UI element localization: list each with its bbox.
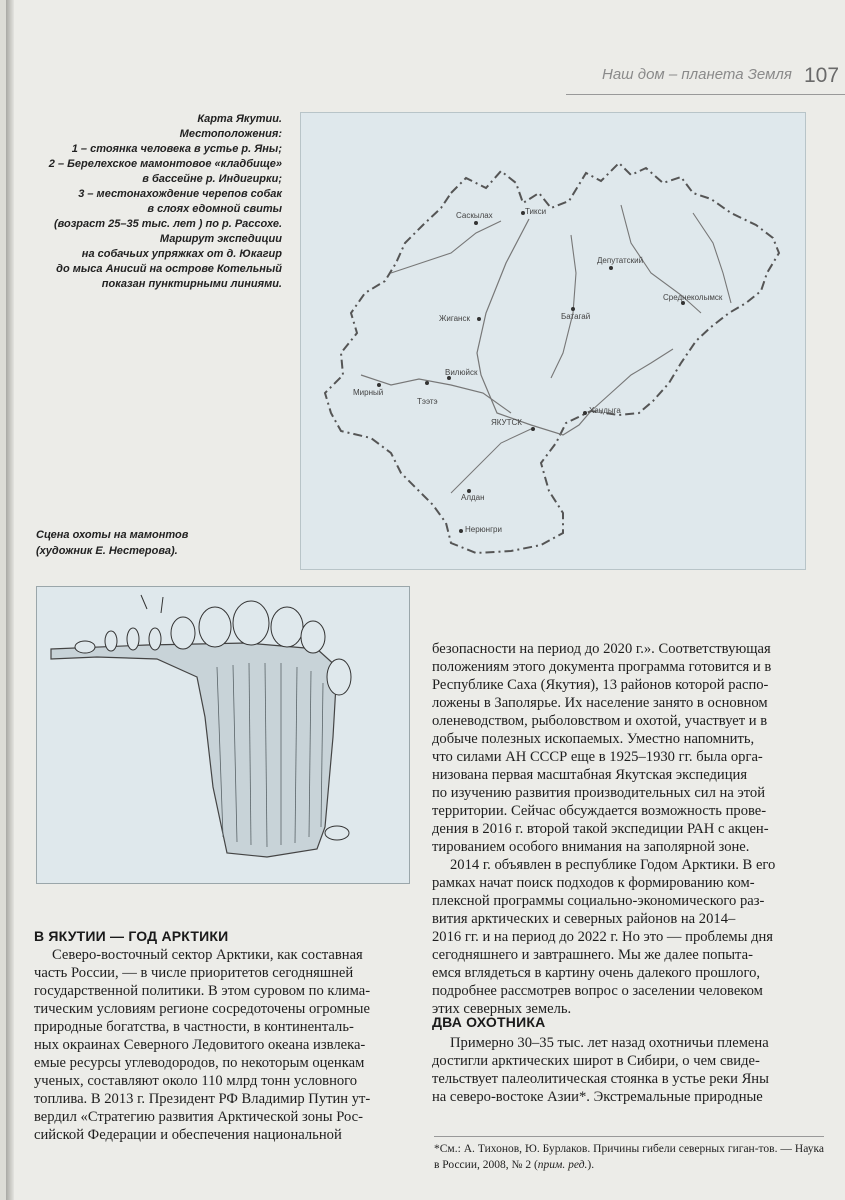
text-line: часть России, — в числе приоритетов сегодняшней xyxy=(34,965,354,981)
map-label: ЯКУТСК xyxy=(491,418,522,427)
text-line: низована первая масштабная Якутская экспедиция xyxy=(432,767,748,783)
map-caption-line: на собачьих упряжках от д. Юкагир xyxy=(81,248,282,260)
text-line: сегодняшнего и завтрашнего. Мы же далее попыта- xyxy=(432,947,753,963)
river-lena xyxy=(477,219,591,435)
text-line: положениям этого документа программа готовится и в xyxy=(432,659,772,675)
map-caption-line: Местоположения: xyxy=(179,128,282,140)
text-line: Примерно 30–35 тыс. лет назад охотничьи племена xyxy=(450,1035,769,1051)
map-caption-line: 3 – местонахождение черепов собак xyxy=(78,188,282,200)
map-label: Хандыга xyxy=(589,406,621,415)
map-caption-line: Маршрут экспедиции xyxy=(159,233,282,245)
text-line: тированием особого внимания на заполярной зоне. xyxy=(432,839,750,855)
map-label: Саскылах xyxy=(456,211,493,220)
text-line: по изучению развития производительных сил на этой xyxy=(432,785,766,801)
text-line: вердил «Стратегию развития Арктической зоны Рос- xyxy=(34,1109,364,1125)
text-line: ных окраинах Северного Ледовитого океана извлека- xyxy=(34,1037,366,1053)
header-title: Наш дом – планета Земля xyxy=(602,66,792,83)
text-line: что силами АН СССР еще в 1925–1930 гг. была орга- xyxy=(432,749,763,765)
map-caption-line: 1 – стоянка человека в устье р. Яны; xyxy=(71,143,282,155)
map-label: Депутатский xyxy=(597,256,644,265)
text-line: ученых, составляют около 110 млрд тонн условного xyxy=(34,1073,358,1089)
map-label: Тээтэ xyxy=(417,397,438,406)
republic-border xyxy=(325,163,779,553)
map-label: Тикси xyxy=(525,207,547,216)
book-page xyxy=(6,0,845,1200)
text-line: государственной политики. В этом суровом по клима- xyxy=(34,983,371,999)
footnote-tail: ). xyxy=(587,1159,595,1171)
text-line: 2014 г. объявлен в республике Годом Арктики. В его xyxy=(450,857,776,873)
text-line: тельствует палеолитическая стоянка в устье реки Яны xyxy=(432,1071,769,1087)
river-yana xyxy=(551,235,576,378)
text-line: дения в 2016 г. второй такой экспедиции РАН с акцен- xyxy=(432,821,769,837)
illustration-caption-title: Сцена охоты на мамонтов xyxy=(36,529,189,541)
text-line: безопасности на период до 2020 г.». Соответствующая xyxy=(432,641,771,657)
running-header xyxy=(566,64,845,95)
map-drawing xyxy=(301,113,805,569)
river-aldan xyxy=(591,349,673,411)
map-label: Нерюнгри xyxy=(465,525,502,534)
section-heading-two-hunters: ДВА ОХОТНИКА xyxy=(432,1014,546,1030)
text-line: рамках начат поиск подходов к формированию ком- xyxy=(432,875,755,891)
text-line: 2016 гг. и на период до 2022 г. Но это — проблемы дня xyxy=(432,929,774,945)
map-caption-line: в слоях едомной свиты xyxy=(147,203,282,215)
text-line: вития арктических и северных районов на 2014– xyxy=(432,911,736,927)
map-caption xyxy=(34,112,282,292)
map-label: Мирный xyxy=(353,388,384,397)
text-line: емся вглядеться в картину очень далекого прошлого, xyxy=(432,965,761,981)
map-caption-line: 2 – Берелехское мамонтовое «кладбище» xyxy=(48,158,282,170)
page-number: 107 xyxy=(804,64,840,87)
map-caption-line: Карта Якутии. xyxy=(197,113,282,125)
text-line: тическим условиям регионе сосредоточены огромные xyxy=(34,1001,370,1017)
text-line: ложены в Заполярье. Их население занято в основном xyxy=(432,695,768,711)
text-line: оленеводством, рыболовством и охотой, участвует и в xyxy=(432,713,768,729)
footnote-text: *См.: А. Тихонов, Ю. Бурлаков. Причины гибели северных гиган-тов. — Наука в России, 2008, № 2 ( xyxy=(434,1143,824,1171)
river-olenyok xyxy=(391,221,501,273)
text-line: природные богатства, в частности, в континенталь- xyxy=(34,1019,354,1035)
footnote-italic: прим. ред. xyxy=(537,1159,588,1171)
text-line: этих северных земель. xyxy=(432,1001,572,1017)
illustration-caption-credit: (художник Е. Нестерова). xyxy=(36,545,178,557)
text-line: подробнее рассмотрев вопрос о заселении человеком xyxy=(432,983,763,999)
map-label: Вилюйск xyxy=(445,368,478,377)
map-caption-line: показан пунктирными линиями. xyxy=(101,278,282,290)
map-label: Батагай xyxy=(561,312,591,321)
illustration-caption xyxy=(36,527,296,559)
text-line: на северо-востоке Азии*. Экстремальные природные xyxy=(432,1089,763,1105)
text-line: плексной программы социально-экономического раз- xyxy=(432,893,765,909)
section-heading-yakutia: В ЯКУТИИ — ГОД АРКТИКИ xyxy=(34,928,229,944)
map-label: Алдан xyxy=(461,493,485,502)
map-label: Жиганск xyxy=(439,314,470,323)
river-aldan-south xyxy=(451,429,531,493)
text-line: Республике Саха (Якутия), 13 районов которой распо- xyxy=(432,677,769,693)
yakutia-map xyxy=(300,112,806,570)
text-line: достигли арктических широт в Сибири, о чем свиде- xyxy=(432,1053,760,1069)
illustration-drawing xyxy=(37,587,409,883)
map-caption-line: в бассейне р. Индигирки; xyxy=(142,173,282,185)
right-column-body xyxy=(432,640,822,1018)
page-binding-shadow xyxy=(6,0,14,1200)
section-yakutia-body xyxy=(34,946,412,1144)
text-line: добыче полезных ископаемых. Уместно напомнить, xyxy=(432,731,755,747)
section-two-hunters-body xyxy=(432,1034,822,1106)
map-label: Среднеколымск xyxy=(663,293,723,302)
text-line: емые ресурсы углеводородов, по некоторым оценкам xyxy=(34,1055,365,1071)
text-line: сийской Федерации и обеспечения национальной xyxy=(34,1127,342,1143)
footnote xyxy=(434,1136,824,1173)
text-line: территории. Сейчас обсуждается возможность прове- xyxy=(432,803,767,819)
map-caption-line: до мыса Анисий на острове Котельный xyxy=(56,263,282,275)
text-line: Северо-восточный сектор Арктики, как составная xyxy=(52,947,363,963)
river-kolyma xyxy=(693,213,731,303)
mammoth-hunt-illustration xyxy=(36,586,410,884)
map-caption-line: (возраст 25–35 тыс. лет ) по р. Рассохе. xyxy=(53,218,282,230)
text-line: топлива. В 2013 г. Президент РФ Владимир Путин ут- xyxy=(34,1091,371,1107)
